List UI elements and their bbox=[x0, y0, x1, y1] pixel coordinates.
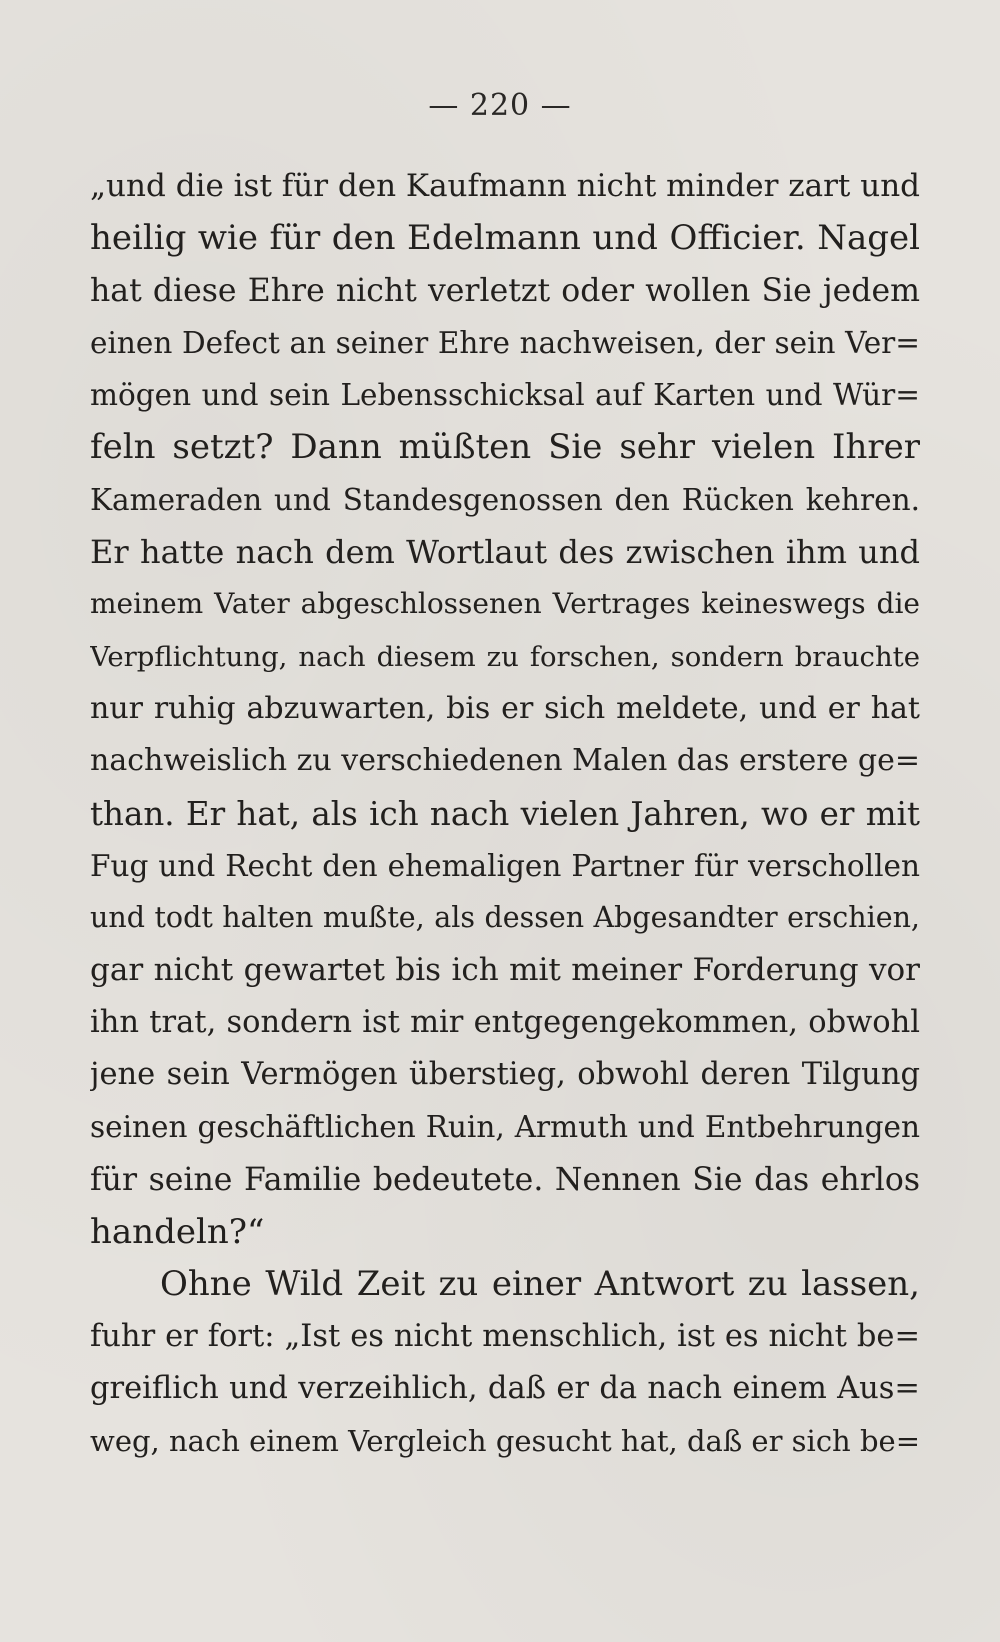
text-line: heilig wie für den Edelmann und Officier. Nagel bbox=[90, 218, 920, 259]
text-line: nachweislich zu verschiedenen Malen das erstere ge= bbox=[90, 743, 920, 779]
text-line: Verpflichtung, nach diesem zu forschen, sondern brauchte bbox=[90, 640, 920, 673]
text-line: than. Er hat, als ich nach vielen Jahren, wo er mit bbox=[90, 794, 920, 833]
text-line: seinen geschäftlichen Ruin, Armuth und Entbehrungen bbox=[90, 1110, 920, 1145]
text-line: für seine Familie bedeutete. Nennen Sie das ehrlos bbox=[90, 1161, 920, 1198]
text-line: weg, nach einem Vergleich gesucht hat, daß er sich be= bbox=[90, 1424, 920, 1459]
page-number: — 220 — bbox=[428, 88, 572, 123]
text-line: meinem Vater abgeschlossenen Vertrages keineswegs die bbox=[90, 587, 920, 621]
text-line: hat diese Ehre nicht verletzt oder wollen Sie jedem bbox=[90, 272, 920, 309]
text-line: und todt halten mußte, als dessen Abgesandter erschien, bbox=[90, 901, 920, 935]
text-line-paragraph-end: handeln?“ bbox=[90, 1211, 265, 1252]
text-line: Er hatte nach dem Wortlaut des zwischen ihm und bbox=[90, 533, 920, 572]
text-line: einen Defect an seiner Ehre nachweisen, der sein Ver= bbox=[90, 325, 920, 360]
text-line: fuhr er fort: „Ist es nicht menschlich, ist es nicht be= bbox=[90, 1318, 920, 1354]
text-line: feln setzt? Dann müßten Sie sehr vielen Ihrer bbox=[90, 427, 920, 468]
body-text bbox=[90, 160, 920, 1467]
text-line: gar nicht gewartet bis ich mit meiner Forderung vor bbox=[90, 952, 920, 989]
text-line: greiflich und verzeihlich, daß er da nach einem Aus= bbox=[90, 1370, 920, 1406]
text-line-paragraph-start: Ohne Wild Zeit zu einer Antwort zu lassen, bbox=[160, 1264, 920, 1305]
text-line: Fug und Recht den ehemaligen Partner für verschollen bbox=[90, 848, 920, 883]
text-line: mögen und sein Lebensschicksal auf Karten und Wür= bbox=[90, 378, 920, 413]
text-line: „und die ist für den Kaufmann nicht minder zart und bbox=[90, 168, 920, 204]
text-line: ihn trat, sondern ist mir entgegengekommen, obwohl bbox=[90, 1004, 920, 1040]
text-line: Kameraden und Standesgenossen den Rücken kehren. bbox=[90, 482, 920, 517]
text-line: nur ruhig abzuwarten, bis er sich meldete, und er hat bbox=[90, 690, 920, 726]
text-line: jene sein Vermögen überstieg, obwohl deren Tilgung bbox=[90, 1057, 920, 1093]
